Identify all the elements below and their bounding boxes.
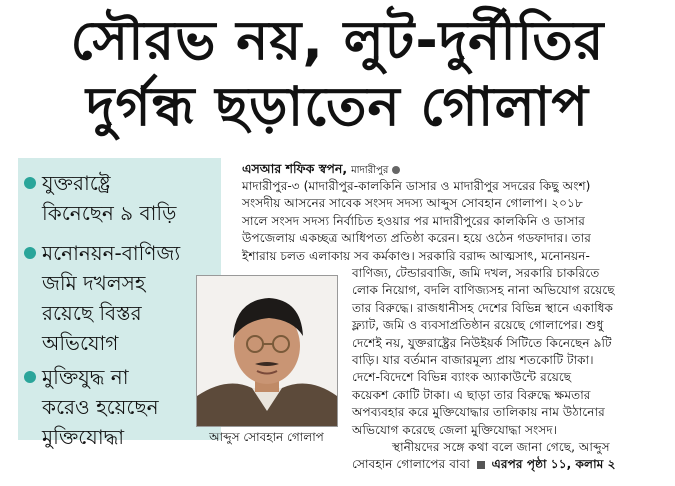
continue-reference: এরপর পৃষ্ঠা ১১, কলাম ২	[491, 457, 616, 471]
headline-line-2: দুর্গন্ধ ছড়াতেন গোলাপ	[85, 75, 590, 138]
article-paragraph-closing: স্থানীয়দের সঙ্গে কথা বলে জানা গেছে, আব্দুস	[392, 440, 610, 454]
byline-place: মাদারীপুর	[351, 165, 389, 176]
photo-caption: আব্দুস সোবহান গোলাপ	[209, 430, 324, 444]
article-body	[233, 160, 673, 471]
bullet-dot-icon	[24, 177, 36, 189]
headline	[0, 0, 675, 150]
continue-square-icon	[477, 461, 485, 469]
byline-name: এসআর শফিক স্বপন,	[242, 161, 348, 176]
highlight-item	[24, 238, 219, 358]
byline	[242, 160, 400, 179]
article-paragraph: মাদারীপুর-৩ (মাদারীপুর-কালকিনি ডাসার ও মাদারীপুর সদরের কিছু অংশ) সংসদীয় আসনের সাবেক সংসদ সদস্য আব্দুস সোবহান গোলাপ। ২০১৮ সালে সংসদ সদস্য নির্বাচিত হওয়ার পর মাদারীপুরের কালকিনি ও ডাসার উপজেলায় একচ্ছত্র আধিপত্য প্রতিষ্ঠা করেন। হয়ে ওঠেন গডফাদার। তার ইশারায় চলত এলাকায় সব কর্মকাণ্ড। সরকারি বরাদ্দ আত্মসাৎ, মনোনয়ন-	[242, 179, 592, 263]
highlight-text: মুক্তিযুদ্ধ না করেও হয়েছেন মুক্তিযোদ্ধা	[42, 365, 159, 449]
headline-line-1: সৌরভ নয়, লুট-দুর্নীতির	[70, 9, 605, 72]
highlights-sidebar	[18, 158, 221, 449]
bullet-dot-icon	[24, 247, 36, 259]
article-closing-text: সোবহান গোলাপের বাবা	[352, 457, 470, 471]
article-closing-line	[352, 456, 670, 473]
article-paragraph-wrapped: বাণিজ্য, টেন্ডারবাজি, জমি দখল, সরকারি চাকরিতে লোক নিয়োগ, বদলি বাণিজ্যসহ নানা অভিযোগ রয়েছে তার বিরুদ্ধে। রাজধানীসহ দেশের বিভিন্ন স্থানে একাধিক ফ্ল্যাট, জমি ও ব্যবসাপ্রতিষ্ঠান রয়েছে গোলাপের। শুধু দেশেই নয়, যুক্তরাষ্ট্রের নিউইয়র্ক সিটিতে কিনেছেন ৯টি বাড়ি। যার বর্তমান বাজারমূল্য প্রায় শতকোটি টাকা। দেশে-বিদেশে বিভিন্ন ব্যাংক অ্যাকাউন্টে রয়েছে কয়েকশ কোটি টাকা। এ ছাড়া তার বিরুদ্ধে ক্ষমতার অপব্যবহার করে মুক্তিযোদ্ধার তালিকায় নাম উঠানোর অভিযোগ করেছে জেলা মুক্তিযোদ্ধা সংসদ।	[352, 266, 615, 437]
highlight-text: মনোনয়ন-বাণিজ্য জমি দখলসহ রয়েছে বিস্তর অভিযোগ	[42, 241, 181, 355]
highlight-item	[24, 168, 219, 228]
highlight-item	[24, 362, 219, 452]
byline-dot-icon	[392, 166, 400, 174]
highlight-text: যুক্তরাষ্ট্রে কিনেছেন ৯ বাড়ি	[42, 171, 177, 225]
bullet-dot-icon	[24, 371, 36, 383]
